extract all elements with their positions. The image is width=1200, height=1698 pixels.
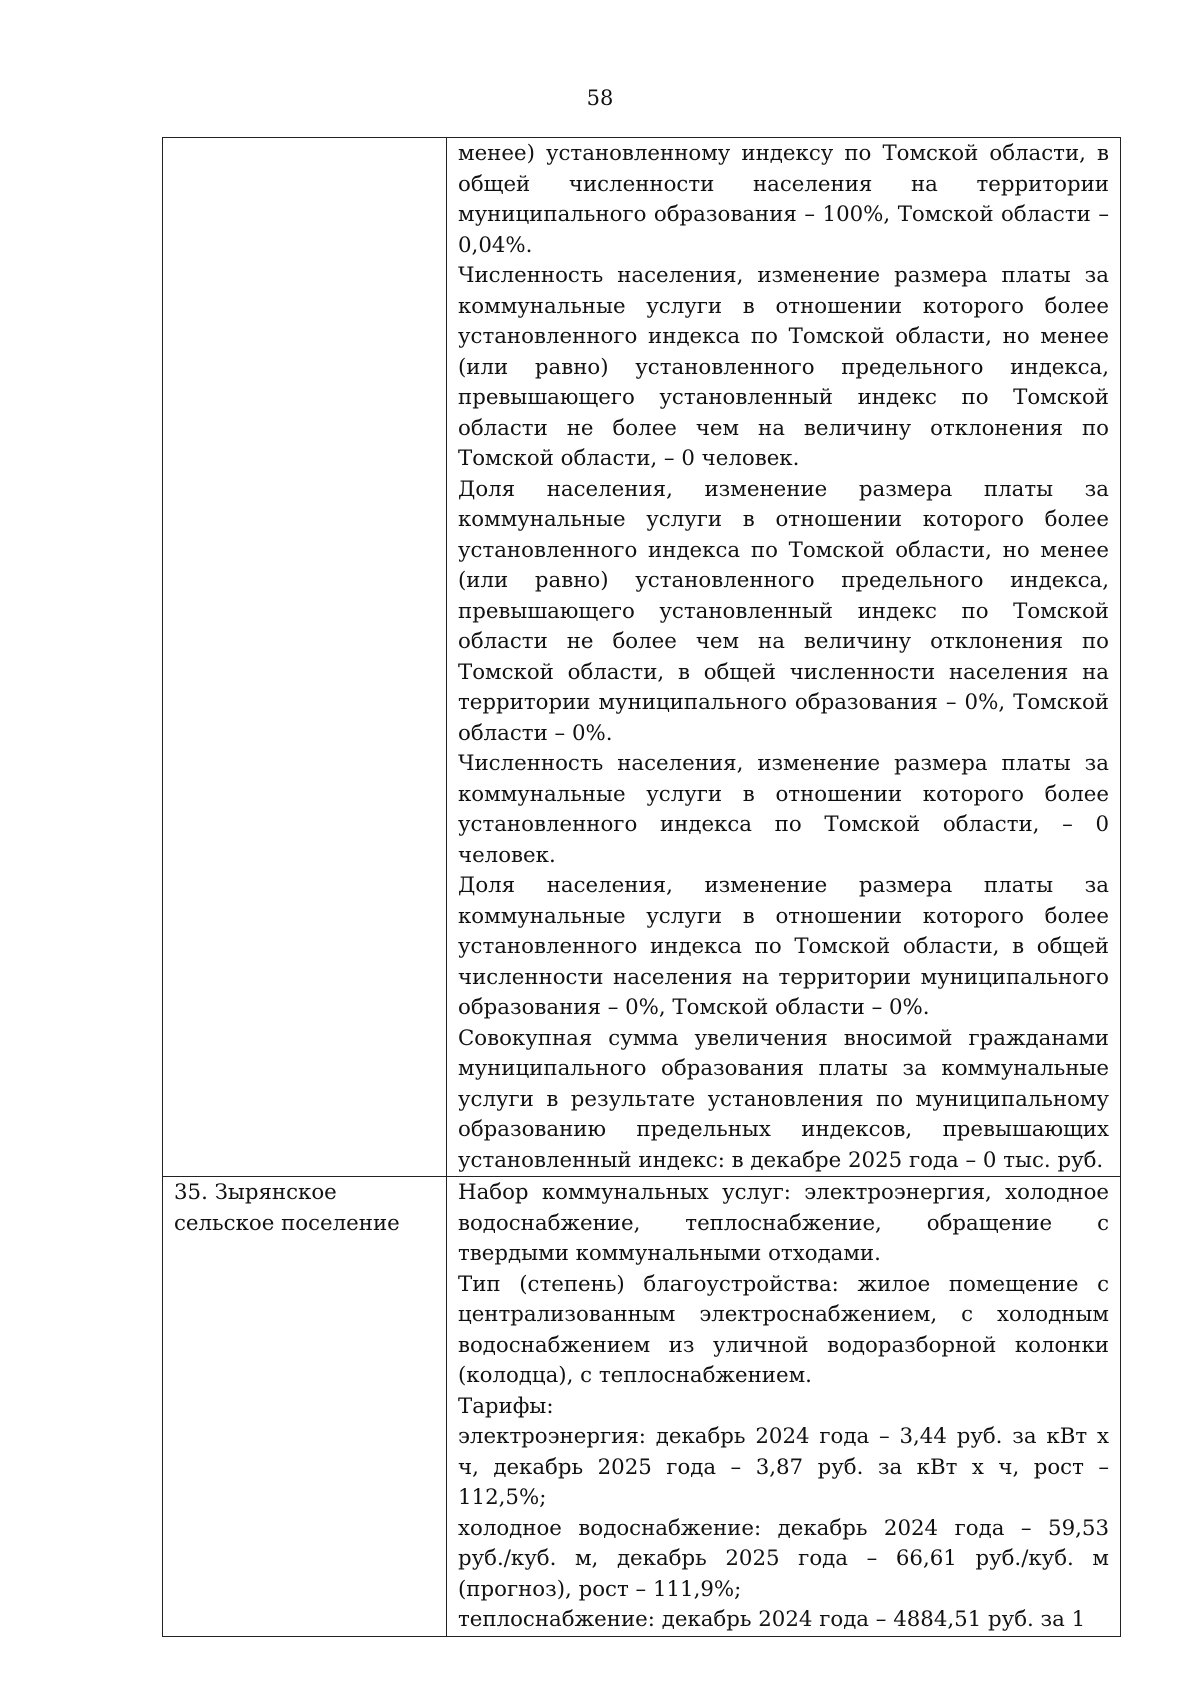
paragraph: Доля населения, изменение размера платы за коммунальные услуги в отношении которого более установленного индекса по Томской области, но менее (или равно) установленного предельного индекса, превышающего установленный индекс по Томской области не более чем на величину отклонения по Томской области, в общей численности населения на территории муниципального образования – 0%, Томской области – 0%. bbox=[458, 476, 1109, 746]
paragraph: Численность населения, изменение размера платы за коммунальные услуги в отношении которого более установленного индекса по Томской области, – 0 человек. bbox=[458, 751, 1109, 868]
table-row bbox=[163, 138, 1121, 1177]
paragraph: Численность населения, изменение размера платы за коммунальные услуги в отношении которого более установленного индекса по Томской области, но менее (или равно) установленного предельного индекса, превышающего установленный индекс по Томской области не более чем на величину отклонения по Томской области, – 0 человек. bbox=[458, 263, 1109, 471]
paragraph: Тип (степень) благоустройства: жилое помещение с централизованным электроснабжением, с холодным водоснабжением из уличной водоразборной колонки (колодца), с теплоснабжением. bbox=[458, 1271, 1109, 1388]
municipality-name-cell: 35. Зырянское сельское поселение bbox=[163, 1177, 447, 1637]
paragraph: Доля населения, изменение размера платы за коммунальные услуги в отношении которого более установленного индекса по Томской области, в общей численности населения на территории муниципального образования – 0%, Томской области – 0%. bbox=[458, 873, 1109, 1020]
paragraph: холодное водоснабжение: декабрь 2024 года – 59,53 руб./куб. м, декабрь 2025 года – 66,61 руб./куб. м (прогноз), рост – 111,9%; bbox=[458, 1515, 1109, 1602]
description-cell bbox=[447, 1177, 1121, 1637]
paragraph: менее) установленному индексу по Томской области, в общей численности населения на территории муниципального образования – 100%, Томской области – 0,04%. bbox=[458, 141, 1109, 258]
paragraph: теплоснабжение: декабрь 2024 года – 4884,51 руб. за 1 bbox=[458, 1607, 1086, 1632]
municipality-name-cell bbox=[163, 138, 447, 1177]
paragraph: Тарифы: bbox=[458, 1393, 554, 1419]
paragraph: электроэнергия: декабрь 2024 года – 3,44 руб. за кВт x ч, декабрь 2025 года – 3,87 руб. за кВт x ч, рост – 112,5%; bbox=[458, 1424, 1109, 1510]
page-number: 58 bbox=[586, 86, 614, 110]
paragraph: Набор коммунальных услуг: электроэнергия, холодное водоснабжение, теплоснабжение, обращение с твердыми коммунальными отходами. bbox=[458, 1180, 1109, 1266]
municipal-indices-table bbox=[162, 137, 1121, 1637]
description-cell bbox=[447, 138, 1121, 1177]
paragraph: Совокупная сумма увеличения вносимой гражданами муниципального образования платы за коммунальные услуги в результате установления по муниципальному образованию предельных индексов, превышающих установленный индекс: в декабре 2025 года – 0 тыс. руб. bbox=[458, 1025, 1109, 1173]
table-row bbox=[163, 1177, 1121, 1637]
